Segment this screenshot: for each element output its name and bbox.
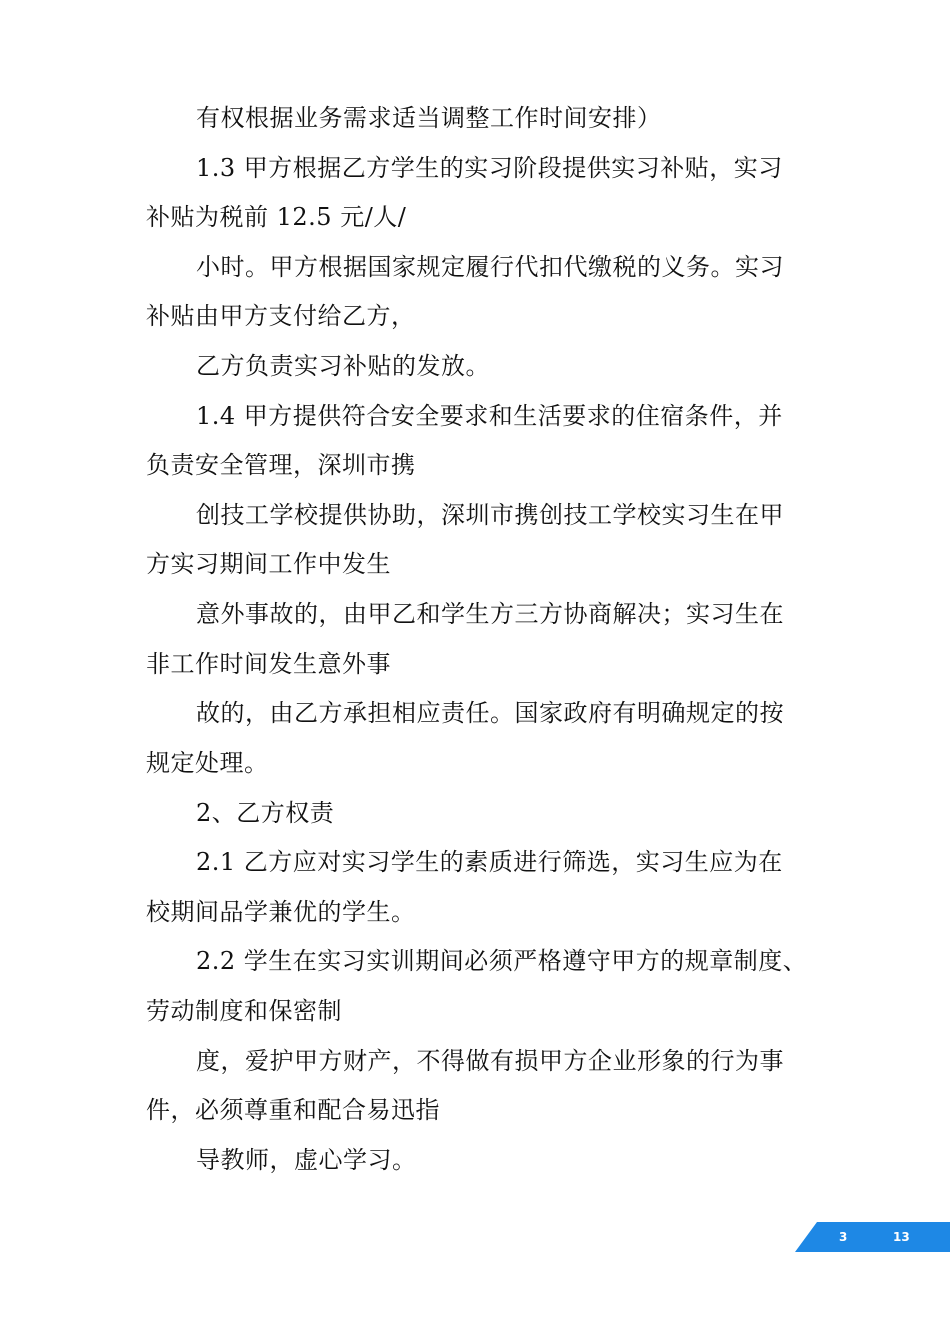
text-line: 有权根据业务需求适当调整工作时间安排） xyxy=(196,104,662,132)
text-line: 乙方负责实习补贴的发放。 xyxy=(196,352,490,380)
text-line: 补贴为税前 12.5 元/人/ xyxy=(146,203,407,231)
text-line: 故的，由乙方承担相应责任。国家政府有明确规定的按 xyxy=(196,699,784,727)
current-page-number: 3 xyxy=(839,1230,848,1244)
text-line: 件，必须尊重和配合易迅指 xyxy=(146,1096,440,1124)
text-line: 方实习期间工作中发生 xyxy=(146,550,391,578)
section-heading: 2、乙方权责 xyxy=(196,799,335,827)
text-line: 劳动制度和保密制 xyxy=(146,997,342,1025)
text-line: 补贴由甲方支付给乙方， xyxy=(146,302,416,330)
page-badge-shape xyxy=(795,1222,950,1252)
text-line: 负责安全管理，深圳市携 xyxy=(146,451,416,479)
text-line: 导教师，虚心学习。 xyxy=(196,1146,417,1174)
page-number-badge xyxy=(795,1222,950,1252)
text-line: 意外事故的，由甲乙和学生方三方协商解决；实习生在 xyxy=(196,600,784,628)
text-line: 校期间品学兼优的学生。 xyxy=(146,898,416,926)
text-line: 1.4 甲方提供符合安全要求和生活要求的住宿条件，并 xyxy=(196,402,783,430)
text-line: 2.2 学生在实习实训期间必须严格遵守甲方的规章制度、 xyxy=(196,947,808,975)
text-line: 规定处理。 xyxy=(146,749,269,777)
text-line: 1.3 甲方根据乙方学生的实习阶段提供实习补贴，实习 xyxy=(196,154,783,182)
text-line: 2.1 乙方应对实习学生的素质进行筛选，实习生应为在 xyxy=(196,848,783,876)
text-line: 非工作时间发生意外事 xyxy=(146,650,391,678)
text-line: 创技工学校提供协助，深圳市携创技工学校实习生在甲 xyxy=(196,501,784,529)
text-line: 度，爱护甲方财产，不得做有损甲方企业形象的行为事 xyxy=(196,1047,784,1075)
total-pages-number: 13 xyxy=(893,1230,910,1244)
text-line: 小时。甲方根据国家规定履行代扣代缴税的义务。实习 xyxy=(196,253,784,281)
